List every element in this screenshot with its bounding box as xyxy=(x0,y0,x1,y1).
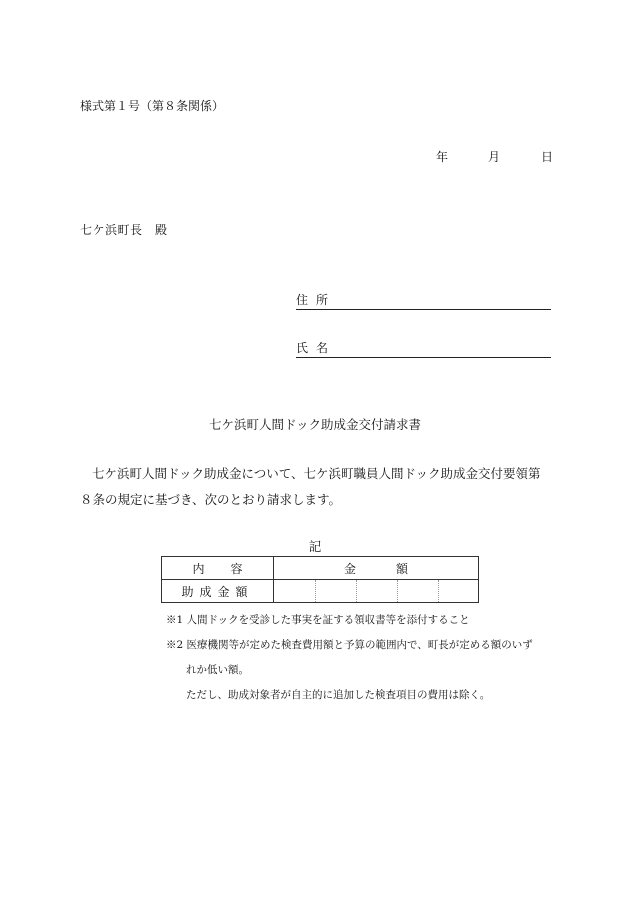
amount-table xyxy=(161,556,479,603)
address-label: 住所 xyxy=(296,293,337,307)
ki-heading: 記 xyxy=(308,539,322,554)
name-label: 氏名 xyxy=(296,341,337,355)
amount-input-cell[interactable] xyxy=(274,580,479,603)
row-label-cell xyxy=(162,580,274,603)
note-1: ※1 人間ドックを受診した事実を証する領収書等を添付すること xyxy=(166,614,470,626)
header-amount-cell xyxy=(274,557,479,580)
date-year-label: 年 xyxy=(436,150,449,164)
header-amount-label: 金額 xyxy=(343,561,448,576)
digit-divider xyxy=(397,580,398,602)
form-number: 様式第１号（第８条関係） xyxy=(80,99,225,113)
digit-divider xyxy=(315,580,316,602)
note-2: ※2 医療機関等が定めた検査費用額と予算の範囲内で、町長が定める額のいず xyxy=(166,639,533,651)
table-header-row xyxy=(162,557,479,580)
name-field[interactable] xyxy=(296,339,551,358)
digit-divider xyxy=(356,580,357,602)
digit-divider xyxy=(438,580,439,602)
header-item-cell xyxy=(162,557,274,580)
table-row xyxy=(162,580,479,603)
header-item-label: 内容 xyxy=(192,561,269,576)
date-month-label: 月 xyxy=(488,150,501,164)
document-title: 七ケ浜町人間ドック助成金交付請求書 xyxy=(208,417,421,432)
note-3: ただし、助成対象者が自主的に追加した検査項目の費用は除く。 xyxy=(186,689,491,701)
note-2-continued: れか低い額。 xyxy=(186,664,249,676)
body-text: 七ケ浜町人間ドック助成金について、七ケ浜町職員人間ドック助成金交付要領第８条の規定に基づき、次のとおり請求します。 xyxy=(80,466,541,507)
address-field[interactable] xyxy=(296,291,551,310)
date-day-label: 日 xyxy=(541,150,554,164)
row-label: 助成金額 xyxy=(181,584,254,599)
addressee: 七ケ浜町長 殿 xyxy=(80,223,168,237)
